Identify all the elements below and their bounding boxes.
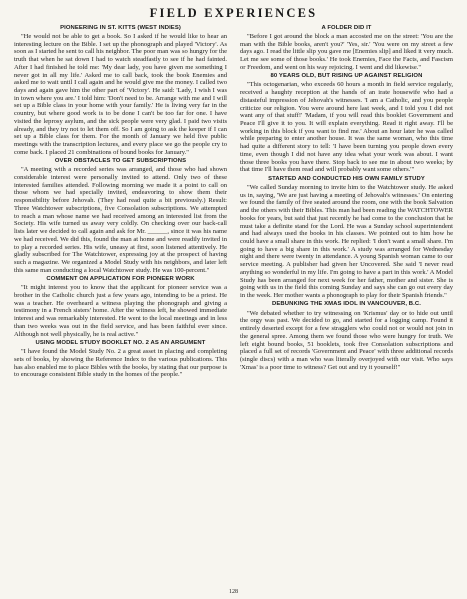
section-heading: OVER OBSTACLES TO GET SUBSCRIPTIONS	[54, 157, 187, 164]
section-heading: DEBUNKING THE XMAS IDOL IN VANCOUVER, B.C.	[272, 301, 421, 308]
section-paragraph: "I have found the Model Study No. 2 a great asset in placing and completing sets of books, by showing the Reference Index to the various publications. This has also enabled me to place Bibles with the books, by stating that our purpose is to encourage consistent Bible study in the homes of the people."	[14, 348, 227, 379]
section-heading: PIONEERING IN ST. KITTS (WEST INDIES)	[60, 24, 181, 31]
section-heading: A FOLDER DID IT	[321, 24, 372, 31]
section-paragraph: "It might interest you to know that the applicant for pioneer service was a brother in the Catholic church just a few years ago, intending to be a priest. He was a teacher. He overheard a witness playing the phonograph and giving a testimony in a French sisters' home. After the witness left, he showed immediate interest and was remarkably interested. He went to the local meetings and in less than two weeks was out in the field service, and has been faithful ever since. Although not well physically, he is real active."	[14, 284, 227, 338]
page-number: 128	[229, 589, 238, 595]
section-heading: COMMENT ON APPLICATION FOR PIONEER WORK	[46, 275, 195, 282]
page-header: FIELD EXPERIENCES	[149, 6, 318, 20]
section-heading: 80 YEARS OLD, BUT RISING UP AGAINST RELIGION	[270, 73, 423, 79]
section-paragraph: "We debated whether to try witnessing on 'Krismus' day or to hide out until the orgy was past. We decided to go, and started for a logging camp. Found it entirely deserted except for a few stragglers who could not or would not join in the general spree. Among them we found those who were hungry for truth. We left eight bound books, 51 booklets, took five Consolation subscriptions and placed a full set of records 'Government and Peace' with three additional records (single discs) with a man who was literally overjoyed with our visit. Who says 'Xmas' is a poor time to witness? Get out and try it yourself!"	[240, 309, 453, 371]
left-column	[14, 23, 227, 379]
section-paragraph: "Before I got around the block a man accosted me on the street: 'You are the man with the Bible books, aren't you?' 'Yes, sir.' 'You were on my street a few days ago. I read the little slip you gave me [Enemies slip] and liked it very much. Let me see some of those books.' He took Enemies, Face the Facts, and Fascism or Freedom, and went on his way rejoicing. I went and did likewise."	[240, 32, 453, 71]
section-paragraph: "He would not be able to get a book. So I asked if he would like to hear an interesting lecture on the Bible. I set up the phonograph and played 'Victory'. As soon as I started he sent to call his neighbor. The poor man was so hungry for the truth that when he sat down I had to watch steadfastly to see if he had fainted. After I had finished he told me: 'My dear lady, you have given me something I never got in all my life.' Asked me to call back, took the book Enemies and asked me to wait until I call again and he would give me the money. I called two days and again gave him the other part of 'Victory'. He said: 'Lady, I wish I was in town where you are.' I told him: 'Don't need to be. Arrange with me and I will set up a Bible class in your home with your family.' He is living very far in the country, but where good work is to be done I can't be too far for one. I have visited the leprosy asylum, and the sick people were very glad. I paid two visits already, and they try not to let them off. So I am going to ask the keeper if I can set up a Bible class for them. For the month of January we held five public meetings with the transcription lectures, and every place we go the people cry to come back. I placed 21 combinations of bound books for January."	[14, 32, 227, 156]
section-heading: STARTED AND CONDUCTED HIS OWN FAMILY STUDY	[268, 175, 425, 182]
section-paragraph: "We called Sunday morning to invite him to the Watchtower study. He asked us in, saying, 'We are just having a meeting of Jehovah's witnesses.' On entering we found the family of five seated around the room, one with the book Salvation and the others with their Bibles. This man had been reading the WATCHTOWER books for years, but said that just recently he had come to the conclusion that he must take a definite stand for the Lord. He was a Sunday school superintendent and had always used the books in his classes. We pointed out to him how he could have a small share in this work. He replied: 'I don't want a small share. I'm going to have a big share in this work.' A study was arranged for Wednesday night and there were twenty in attendance. A young Spanish woman came to our service meeting. A publisher had given her Uncovered. She said 'I never read anything so wonderful in my life. I'm going to have a part in this work.' A Model Study has been arranged for next week for her father, mother and sister. She is going with us in the field this coming Sunday and says she can go out every day in the week. Her mother wants a phonograph to play for their Spanish friends."	[240, 183, 453, 299]
section-paragraph: "This octogenarian, who exceeds 60 hours a month in field service regularly, received a haughty reception at the hands of an irate housewife who had a distasteful impression of Jehovah's witnesses. 'I am a Catholic, and you people criticize our religion. You were around here last week, and I told you I did not want any of that stuff!' 'Madam, if you will read this booklet Government and Peace I'll give it to you. It will explain everything. Read it right away. I'll be working in this block if you want to find me.' About an hour later he was called while preparing to enter another house. It was the same woman, who this time had quite a different story to tell: 'I have been turning you people down every time, even though I did not have any idea what your work was about. I want those three books you have there. Stop back to see me in about two weeks; by that time I'll have them read and will probably want some others.'"	[240, 81, 453, 174]
right-column	[240, 23, 453, 379]
section-paragraph: "A meeting with a recorded series was arranged, and those who had shown considerable interest were personally invited to attend. Only two of these interested families attended. Following morning we made it a point to call on those whom we had specially invited, endeavoring to show them their responsibility before Jehovah. (They had read quite a bit previously.) Result: Three Watchtower subscriptions, five Consolation subscriptions. We attempted to reach a man whose name we had received among an interested list from the Society. His wife turned us away very coldly. On checking over our back-call lists later we decided to call again and ask for Mr. ______, since it was his name we had received. We did this, found the man at home and were readily invited in to play a recorded series. His wife, uneasy at first, soon listened attentively. He gladly subscribed for The Watchtower, expressing joy at the prospect of having such a magazine. We organized a Model Study with his neighbors, and later left this same man conducting a local Watchtower study. He was 100-percent."	[14, 166, 227, 274]
columns	[14, 23, 453, 379]
section-heading: USING MODEL STUDY BOOKLET NO. 2 AS AN ARGUMENT	[35, 339, 206, 346]
